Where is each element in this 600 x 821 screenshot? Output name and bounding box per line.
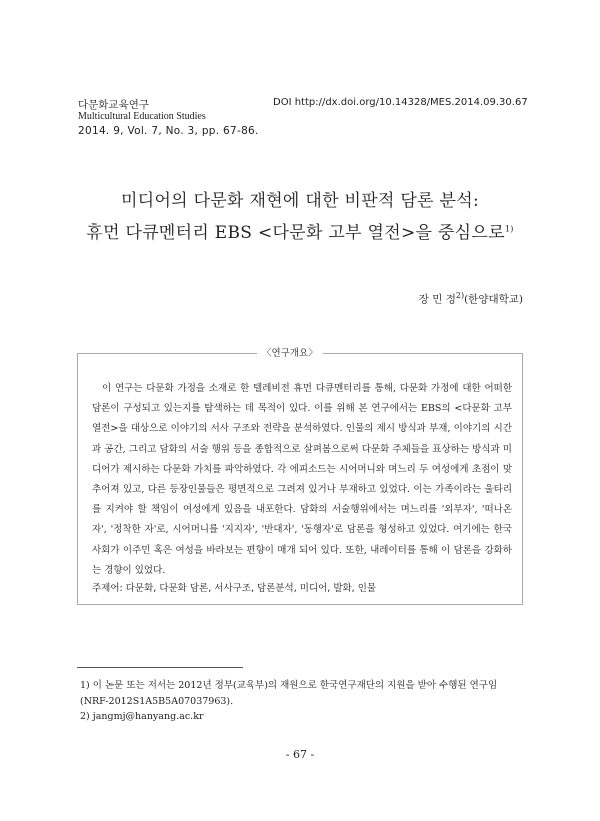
footnote-2-email[interactable]: 2) jangmj@hanyang.ac.kr (80, 711, 204, 722)
footnote-divider (77, 667, 243, 668)
paper-title-line-1: 미디어의 다문화 재현에 대한 비판적 담론 분석: (121, 191, 479, 211)
doi-link[interactable]: DOI http://dx.doi.org/10.14328/MES.2014.09.30.67 (273, 97, 528, 108)
abstract-label: 〈연구개요〉 (257, 345, 323, 359)
footnote-1: 1) 이 논문 또는 저서는 2012년 정부(교육부)의 재원으로 한국연구재단의 지원을 받아 수행된 연구임(NRF-2012S1A5B5A07037963). (80, 680, 498, 707)
author-affiliation: (한양대학교) (464, 293, 523, 306)
author-footnote-marker[interactable]: 2) (455, 291, 465, 300)
issue-info: 2014. 9, Vol. 7, No. 3, pp. 67-86. (78, 125, 259, 137)
title-line-2-text: 휴먼 다큐멘터리 EBS <다문화 고부 열전>을 중심으로 (86, 223, 505, 243)
abstract-text: 이 연구는 다문화 가정을 소재로 한 텔레비전 휴먼 다큐멘터리를 통해, 다문화 가정에 대한 어떠한 담론이 구성되고 있는지를 탐색하는 데 목적이 있다. 이를 위해 본 연구에서는 EBS의 <다문화 고부 열전>을 대상으로 이야기의 서사 구조와 전략을 분석하였다. 인물의 제시 방식과 부재, 이야기의 시간과 공간, 그리고 담화의 서술 행위 등을 종합적으로 살펴봄으로써 다문화 주체들을 표상하는 방식과 미디어가 제시하는 다문화 가치를 파악하였다. 각 에피소드는 시어머니와 며느리 두 여성에게 초점이 맞추어져 있고, 다른 등장인물들은 평면적으로 그려져 있거나 부재하고 있었다. 이는 가족이라는 울타리를 지켜야 할 책임이 여성에게 있음을 내포한다. 담화의 서술행위에서는 며느리를 '외부자', '떠나온 자', '정착한 자'로, 시어머니를 '지지자', '반대자', '동행자'로 담론을 형성하고 있었다. 여기에는 한국사회가 이주민 혹은 여성을 바라보는 편향이 매개 되어 있다. 또한, 내레이터를 통해 이 담론을 강화하는 경향이 있었다. (92, 383, 512, 576)
keywords: 주제어: 다문화, 다문화 담론, 서사구조, 담론분석, 미디어, 발화, 인물 (92, 583, 377, 594)
journal-name-korean: 다문화교육연구 (78, 99, 150, 111)
paper-title-line-2 (40, 218, 560, 243)
title-footnote-marker[interactable]: 1) (504, 224, 514, 234)
page-number: - 67 - (285, 748, 315, 761)
author-name: 장 민 정 (418, 293, 456, 306)
journal-name-english: Multicultural Education Studies (78, 111, 206, 122)
author-line (419, 291, 523, 307)
